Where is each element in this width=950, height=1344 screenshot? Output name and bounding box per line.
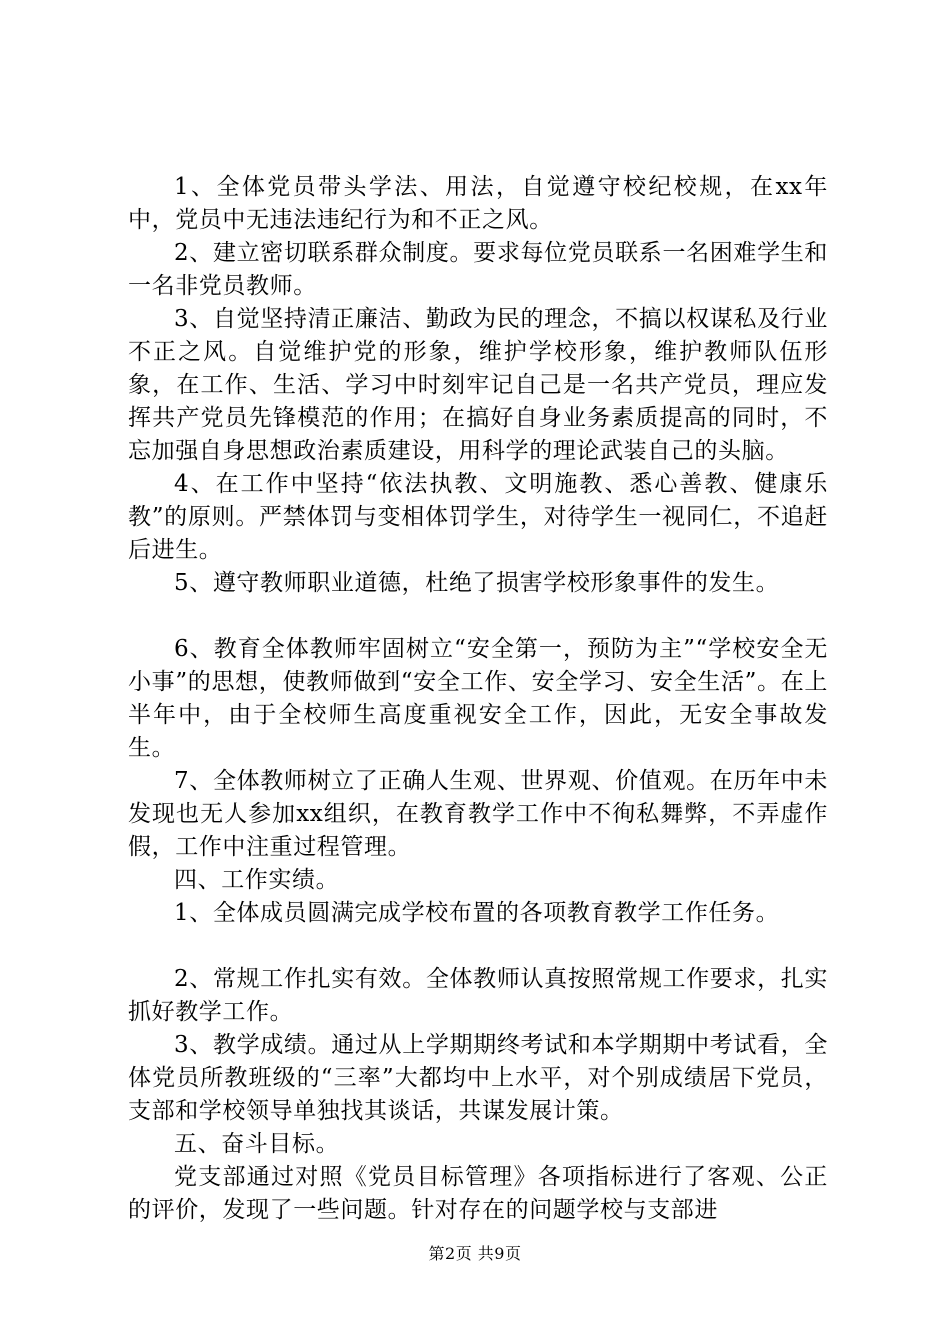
paragraph-5: 5、遵守教师职业道德，杜绝了损害学校形象事件的发生。 <box>174 570 780 596</box>
paragraph-7: 7、全体教师树立了正确人生观、世界观、价值观。在历年中未发现也无人参加xx组织，在教育教学工作中不徇私舞弊，不弄虚作假，工作中注重过程管理。 <box>128 768 828 860</box>
paragraph-spacer <box>128 600 828 633</box>
section-heading-goals: 五、奋斗目标。 <box>174 1131 340 1157</box>
paragraph-spacer <box>128 930 828 963</box>
section-heading-work-results: 四、工作实绩。 <box>174 867 340 893</box>
paragraph-results-1: 1、全体成员圆满完成学校布置的各项教育教学工作任务。 <box>174 900 780 926</box>
paragraph-3: 3、自觉坚持清正廉洁、勤政为民的理念，不搞以权谋私及行业不正之风。自觉维护党的形象，维护学校形象，维护教师队伍形象，在工作、生活、学习中时刻牢记自己是一名共产党员，理应发挥共产党员先锋模范的作用；在搞好自身业务素质提高的同时，不忘加强自身思想政治素质建设，用科学的理论武装自己的头脑。 <box>128 306 828 464</box>
document-body <box>128 171 828 1227</box>
paragraph-1: 1、全体党员带头学法、用法，自觉遵守校纪校规，在xx年中，党员中无违法违纪行为和不正之风。 <box>128 174 828 233</box>
paragraph-results-3: 3、教学成绩。通过从上学期期终考试和本学期期中考试看，全体党员所教班级的“三率”大都均中上水平，对个别成绩居下党员，支部和学校领导单独找其谈话，共谋发展计策。 <box>128 1032 828 1124</box>
paragraph-goals-1: 党支部通过对照《党员目标管理》各项指标进行了客观、公正的评价，发现了一些问题。针对存在的问题学校与支部进 <box>128 1164 828 1223</box>
paragraph-results-2: 2、常规工作扎实有效。全体教师认真按照常规工作要求，扎实抓好教学工作。 <box>128 966 828 1025</box>
paragraph-2: 2、建立密切联系群众制度。要求每位党员联系一名困难学生和一名非党员教师。 <box>128 240 828 299</box>
paragraph-4: 4、在工作中坚持“依法执教、文明施教、悉心善教、健康乐教”的原则。严禁体罚与变相体罚学生，对待学生一视同仁，不追赶后进生。 <box>128 471 828 563</box>
paragraph-6: 6、教育全体教师牢固树立“安全第一，预防为主”“学校安全无小事”的思想，使教师做到“安全工作、安全学习、安全生活”。在上半年中，由于全校师生高度重视安全工作，因此，无安全事故发生。 <box>128 636 828 761</box>
page-footer: 第2页 共9页 <box>428 1244 522 1263</box>
